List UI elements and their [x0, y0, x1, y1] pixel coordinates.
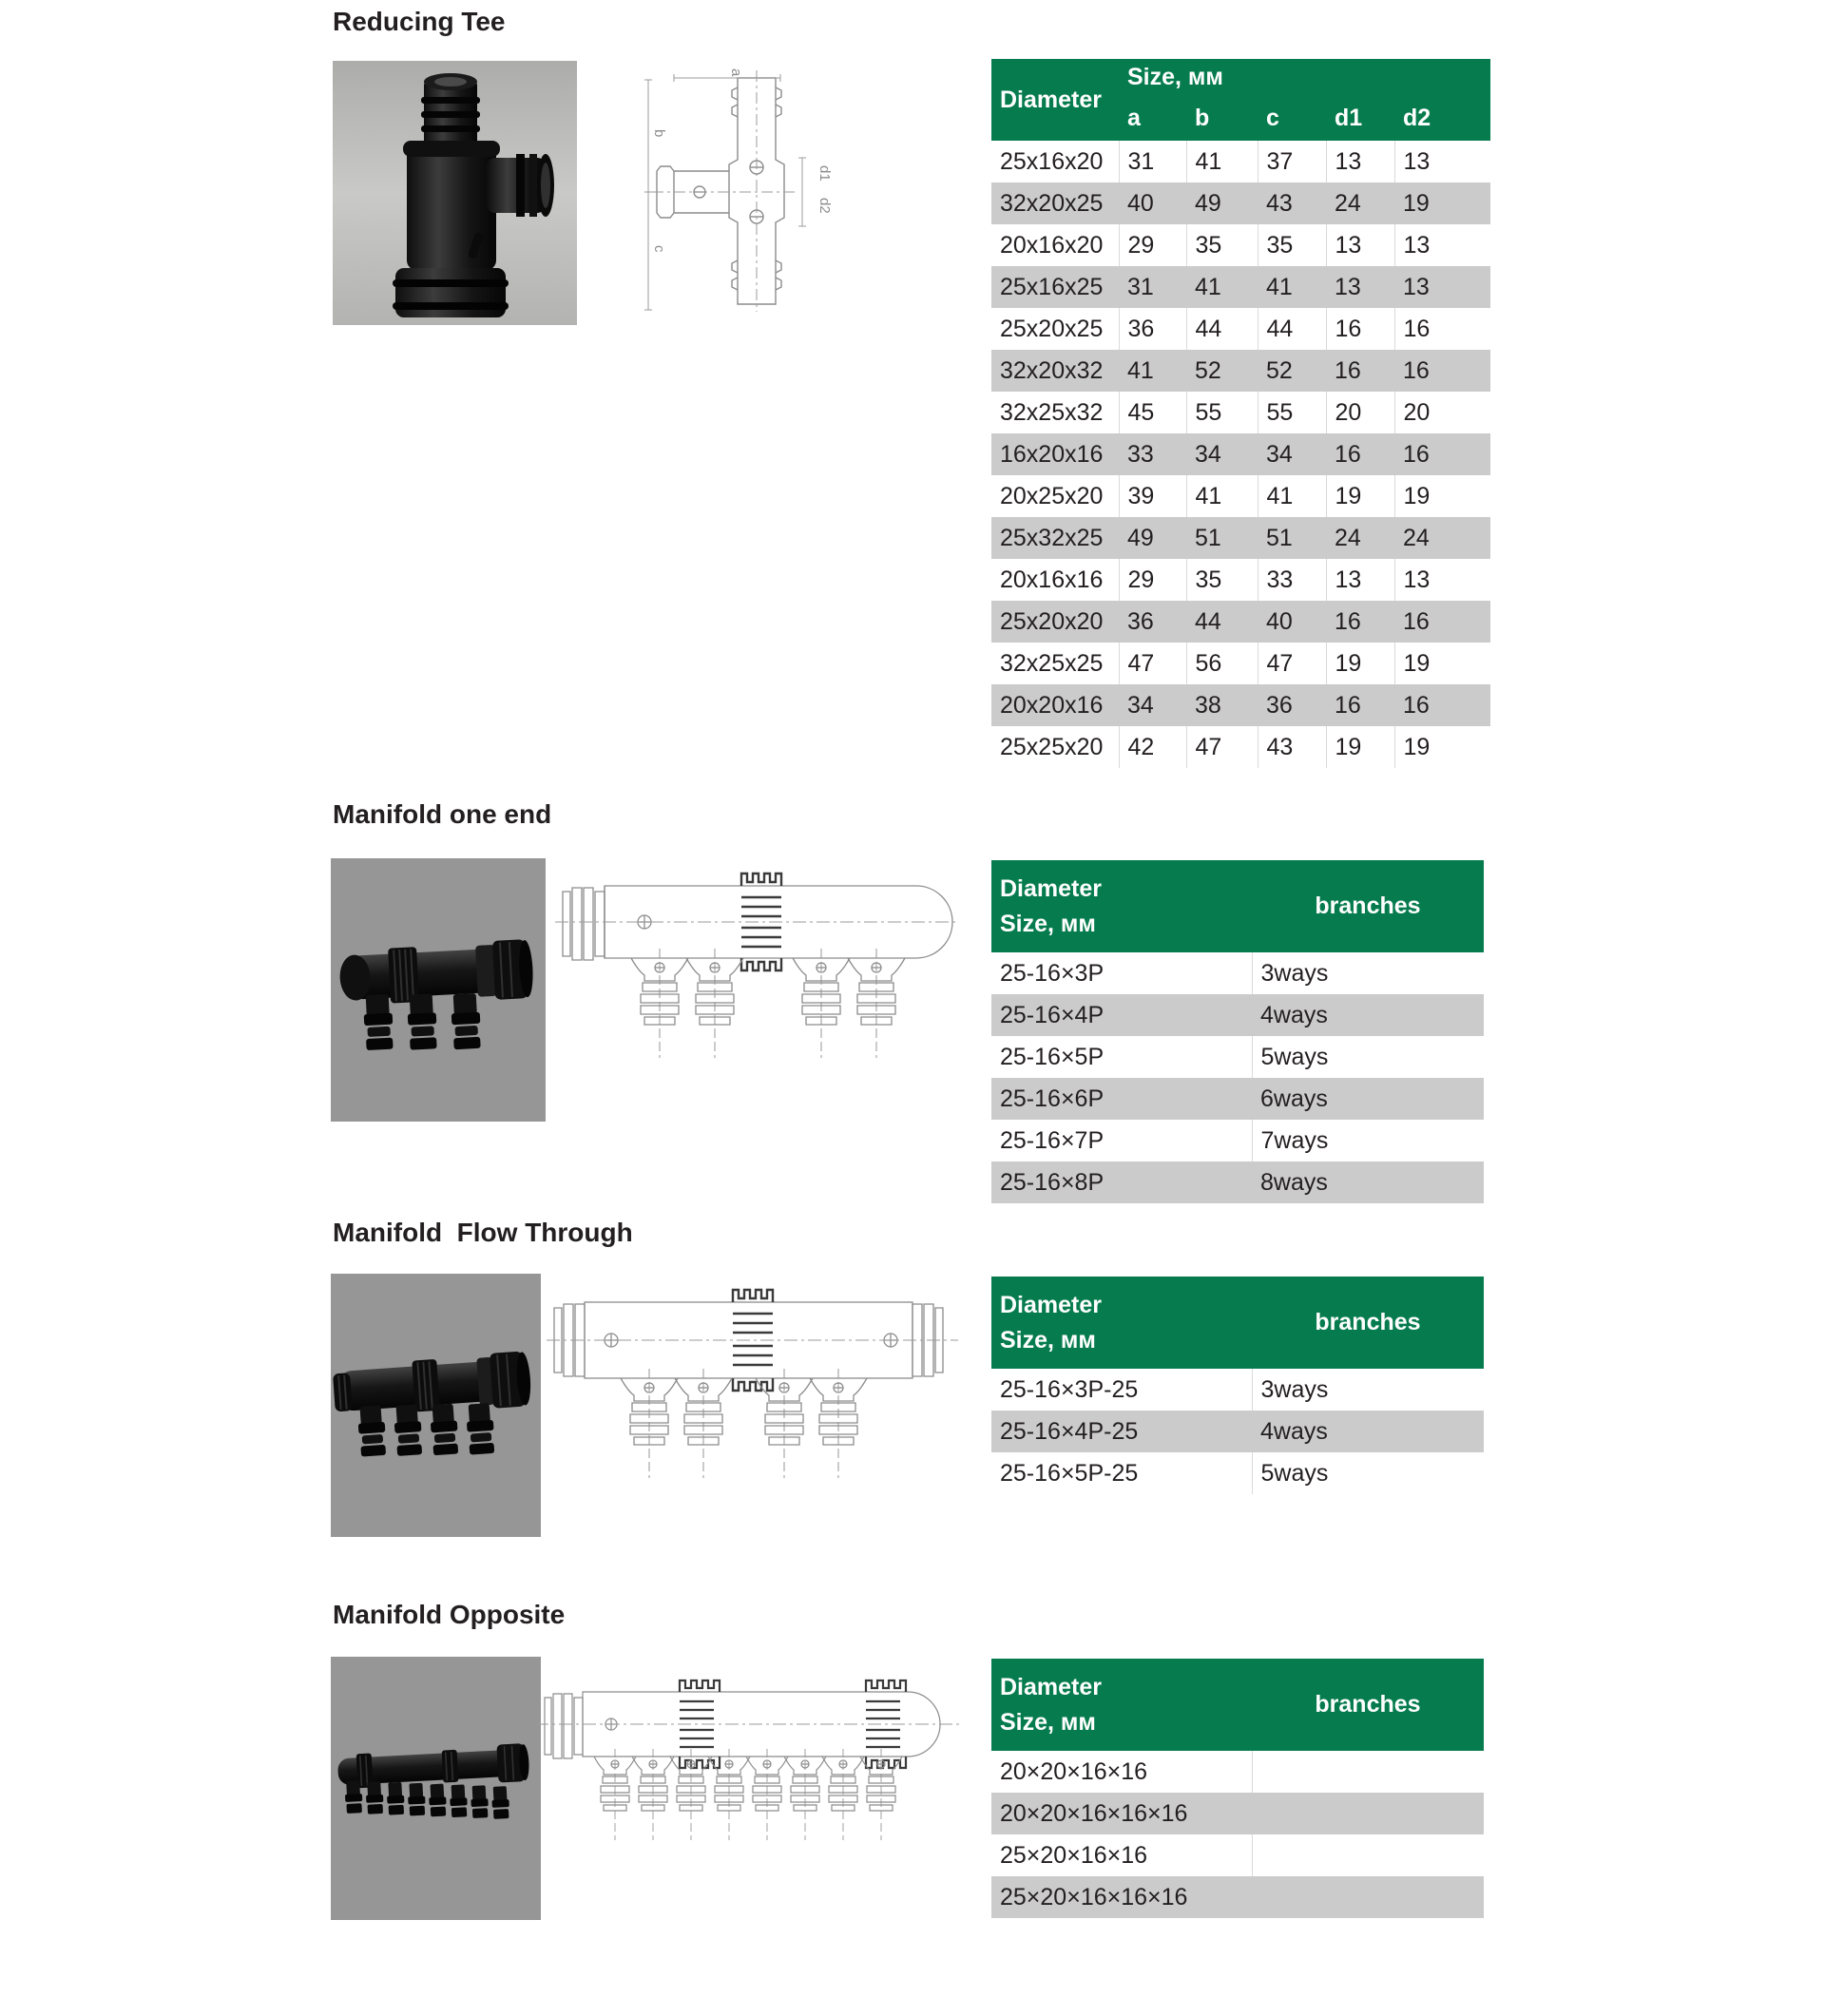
dim-label-c: c: [651, 245, 667, 253]
manifold-flow-through-drawing: [547, 1274, 960, 1516]
header-diameter: Diameter: [1000, 1673, 1102, 1700]
table-header-row: [991, 1277, 1484, 1369]
cell-d2: 16: [1403, 356, 1430, 384]
cell-a: 42: [1119, 726, 1186, 768]
cell-branches: 3ways: [1252, 1369, 1484, 1411]
cell-diameter: 16x20x16: [1000, 440, 1104, 468]
cell-diameter: 25x16x25: [1000, 273, 1104, 300]
cell-d1: 13: [1326, 224, 1394, 266]
table-row: [991, 726, 1490, 768]
table-row: [991, 517, 1490, 559]
cell-branches: 6ways: [1260, 1085, 1328, 1112]
table-row: [991, 994, 1484, 1036]
reducing-tee-drawing-image: [639, 67, 834, 316]
cell-c: 40: [1266, 607, 1293, 635]
table-row: [991, 308, 1490, 350]
cell-b: 35: [1186, 224, 1258, 266]
table-row: [991, 350, 1490, 392]
cell-b: 55: [1186, 392, 1258, 433]
cell-a: 41: [1127, 356, 1154, 384]
reducing-tee-photo-image: [333, 61, 577, 325]
cell-diameter: 25x20x25: [1000, 315, 1104, 342]
cell-d2: 16: [1403, 691, 1430, 719]
cell-a: 31: [1127, 273, 1154, 300]
table-row: [991, 1876, 1484, 1918]
cell-diameter: 32x20x25: [1000, 189, 1104, 217]
manifold-one-end-photo-image: [331, 858, 546, 1122]
table-row: [991, 684, 1490, 726]
cell-diameter: 25x32x25: [1000, 524, 1104, 551]
cell-size: 20×20×16×16×16: [1000, 1799, 1188, 1827]
cell-c: 33: [1258, 559, 1326, 601]
cell-branches: 4ways: [1260, 1001, 1328, 1028]
manifold-flow-through-title: Manifold Flow Through: [333, 1218, 633, 1247]
manifold-flow-through-photo: [331, 1274, 541, 1542]
dim-label-d2: d2: [816, 198, 833, 214]
manifold-one-end-title: Manifold one end: [333, 799, 552, 829]
cell-d2: 24: [1403, 524, 1430, 551]
cell-b: 49: [1195, 189, 1221, 217]
header-size: Size, мм: [1000, 1708, 1096, 1736]
header-branches: branches: [1252, 860, 1484, 952]
table-row: [991, 1751, 1484, 1793]
reducing-tee-drawing: [639, 67, 834, 320]
cell-d1: 19: [1326, 726, 1394, 768]
cell-d1: 13: [1335, 273, 1361, 300]
cell-size: 25-16×5P-25: [1000, 1459, 1139, 1487]
manifold-opposite-title: Manifold Opposite: [333, 1600, 566, 1629]
cell-size: 25-16×4P: [1000, 1001, 1105, 1028]
header-diameter: Diameter: [1000, 1291, 1102, 1318]
reducing-tee-photo: [333, 61, 577, 330]
table-header-row: [991, 1659, 1484, 1751]
cell-d2: 19: [1394, 475, 1490, 517]
cell-d2: 19: [1394, 643, 1490, 684]
cell-branches: 8ways: [1260, 1168, 1328, 1196]
cell-c: 44: [1258, 308, 1326, 350]
cell-a: 36: [1119, 308, 1186, 350]
table-row: [991, 601, 1490, 643]
cell-d1: 16: [1335, 691, 1361, 719]
table-row: [991, 1162, 1484, 1203]
reducing-tee-title: Reducing Tee: [333, 7, 506, 36]
cell-c: 36: [1266, 691, 1293, 719]
header-diameter-size: [991, 1659, 1252, 1751]
cell-b: 34: [1195, 440, 1221, 468]
reducing-tee-table: [991, 59, 1490, 768]
cell-d2: 20: [1394, 392, 1490, 433]
table-row: [991, 224, 1490, 266]
cell-size: 20×20×16×16: [1000, 1757, 1148, 1785]
dim-label-b: b: [651, 129, 667, 138]
table-row: [991, 1036, 1484, 1078]
header-col-d1: d1: [1326, 95, 1394, 141]
cell-d2: 19: [1394, 726, 1490, 768]
cell-branches: 7ways: [1252, 1120, 1484, 1162]
manifold-flow-through-table: [991, 1277, 1484, 1494]
dim-label-d1: d1: [816, 165, 833, 182]
cell-b: 47: [1186, 726, 1258, 768]
table-row: [991, 559, 1490, 601]
cell-a: 31: [1119, 141, 1186, 182]
cell-size: 25×20×16×16: [1000, 1841, 1148, 1869]
cell-b: 41: [1186, 475, 1258, 517]
cell-size: 25-16×8P: [1000, 1168, 1105, 1196]
manifold-one-end-drawing: [553, 863, 960, 1085]
table-row: [991, 1411, 1484, 1452]
cell-c: 41: [1258, 475, 1326, 517]
cell-branches: [1252, 1834, 1484, 1876]
table-row: [991, 392, 1490, 433]
header-col-c: c: [1258, 95, 1326, 141]
cell-b: 38: [1195, 691, 1221, 719]
cell-b: 52: [1195, 356, 1221, 384]
cell-branches: 5ways: [1252, 1036, 1484, 1078]
table-row: [991, 1793, 1484, 1834]
cell-d2: 16: [1403, 440, 1430, 468]
manifold-opposite-photo-image: [331, 1657, 541, 1920]
header-col-b: b: [1186, 95, 1258, 141]
manifold-flow-through-drawing-image: [547, 1274, 960, 1511]
cell-branches: [1252, 1793, 1484, 1834]
table-row: [991, 141, 1490, 182]
cell-diameter: 20x16x20: [1000, 231, 1104, 259]
cell-b: 44: [1186, 308, 1258, 350]
cell-d1: 19: [1326, 643, 1394, 684]
cell-d2: 13: [1403, 273, 1430, 300]
header-size: Size, мм: [1000, 1326, 1096, 1354]
cell-d1: 20: [1326, 392, 1394, 433]
cell-a: 40: [1127, 189, 1154, 217]
cell-a: 34: [1127, 691, 1154, 719]
cell-b: 56: [1186, 643, 1258, 684]
manifold-one-end-photo: [331, 858, 546, 1126]
header-branches: branches: [1252, 1659, 1484, 1751]
cell-diameter: 20x16x16: [1000, 566, 1104, 593]
cell-c: 34: [1266, 440, 1293, 468]
cell-c: 43: [1266, 189, 1293, 217]
cell-c: 47: [1258, 643, 1326, 684]
cell-c: 51: [1266, 524, 1293, 551]
cell-d2: 19: [1403, 189, 1430, 217]
cell-d1: 13: [1326, 559, 1394, 601]
table-row: [991, 643, 1490, 684]
header-diameter: Diameter: [1000, 874, 1102, 902]
table-row: [991, 952, 1484, 994]
table-row: [991, 1120, 1484, 1162]
cell-c: 35: [1258, 224, 1326, 266]
cell-diameter: 32x20x32: [1000, 356, 1104, 384]
cell-diameter: 32x25x32: [1000, 398, 1104, 426]
cell-a: 36: [1127, 607, 1154, 635]
cell-diameter: 25x20x20: [1000, 607, 1104, 635]
cell-d2: 13: [1394, 224, 1490, 266]
cell-b: 35: [1186, 559, 1258, 601]
table-header-row: [991, 59, 1490, 95]
cell-d1: 24: [1335, 189, 1361, 217]
header-size: Size, мм: [1119, 59, 1490, 95]
dim-label-a: a: [728, 68, 744, 77]
cell-a: 29: [1119, 559, 1186, 601]
cell-a: 49: [1127, 524, 1154, 551]
cell-a: 33: [1127, 440, 1154, 468]
cell-d1: 13: [1326, 141, 1394, 182]
cell-b: 51: [1195, 524, 1221, 551]
cell-d2: 16: [1394, 308, 1490, 350]
header-diameter: Diameter: [991, 59, 1119, 141]
cell-d2: 16: [1403, 607, 1430, 635]
cell-a: 47: [1119, 643, 1186, 684]
cell-d1: 16: [1335, 440, 1361, 468]
table-header-row: [991, 860, 1484, 952]
cell-size: 25-16×5P: [1000, 1043, 1105, 1070]
manifold-opposite-drawing: [535, 1661, 965, 1894]
cell-size: 25×20×16×16×16: [1000, 1883, 1188, 1910]
cell-size: 25-16×6P: [1000, 1085, 1105, 1112]
header-branches: branches: [1252, 1277, 1484, 1369]
cell-c: 52: [1266, 356, 1293, 384]
cell-diameter: 25x16x20: [1000, 147, 1104, 175]
header-size: Size, мм: [1000, 910, 1096, 937]
manifold-flow-through-photo-image: [331, 1274, 541, 1537]
cell-c: 55: [1258, 392, 1326, 433]
cell-d1: 16: [1335, 607, 1361, 635]
cell-a: 45: [1119, 392, 1186, 433]
header-col-d2: d2: [1394, 95, 1490, 141]
manifold-opposite-table: [991, 1659, 1484, 1918]
cell-c: 43: [1258, 726, 1326, 768]
manifold-one-end-drawing-image: [553, 863, 960, 1080]
table-row: [991, 1452, 1484, 1494]
cell-diameter: 25x25x20: [1000, 733, 1104, 760]
cell-size: 25-16×4P-25: [1000, 1417, 1139, 1445]
cell-c: 37: [1258, 141, 1326, 182]
cell-size: 25-16×3P: [1000, 959, 1105, 987]
table-row: [991, 1369, 1484, 1411]
cell-b: 44: [1195, 607, 1221, 635]
manifold-opposite-drawing-image: [535, 1661, 965, 1890]
cell-branches: 4ways: [1260, 1417, 1328, 1445]
cell-branches: 5ways: [1252, 1452, 1484, 1494]
cell-c: 41: [1266, 273, 1293, 300]
cell-branches: [1252, 1876, 1484, 1918]
cell-d1: 19: [1326, 475, 1394, 517]
cell-d2: 13: [1394, 559, 1490, 601]
cell-size: 25-16×7P: [1000, 1126, 1105, 1154]
cell-a: 39: [1119, 475, 1186, 517]
table-row: [991, 266, 1490, 308]
table-row: [991, 182, 1490, 224]
cell-d1: 16: [1335, 356, 1361, 384]
table-row: [991, 433, 1490, 475]
cell-b: 41: [1195, 273, 1221, 300]
header-col-a: a: [1119, 95, 1186, 141]
cell-size: 25-16×3P-25: [1000, 1375, 1139, 1403]
cell-diameter: 20x20x16: [1000, 691, 1104, 719]
manifold-one-end-table: [991, 860, 1484, 1203]
cell-diameter: 20x25x20: [1000, 482, 1104, 509]
table-row: [991, 1834, 1484, 1876]
cell-a: 29: [1119, 224, 1186, 266]
cell-branches: 3ways: [1252, 952, 1484, 994]
header-diameter-size: [991, 860, 1252, 952]
header-diameter-size: [991, 1277, 1252, 1369]
cell-d1: 24: [1335, 524, 1361, 551]
table-row: [991, 1078, 1484, 1120]
cell-b: 41: [1186, 141, 1258, 182]
cell-d2: 13: [1394, 141, 1490, 182]
table-row: [991, 475, 1490, 517]
cell-diameter: 32x25x25: [1000, 649, 1104, 677]
cell-d1: 16: [1326, 308, 1394, 350]
manifold-opposite-photo: [331, 1657, 541, 1925]
cell-branches: [1252, 1751, 1484, 1793]
